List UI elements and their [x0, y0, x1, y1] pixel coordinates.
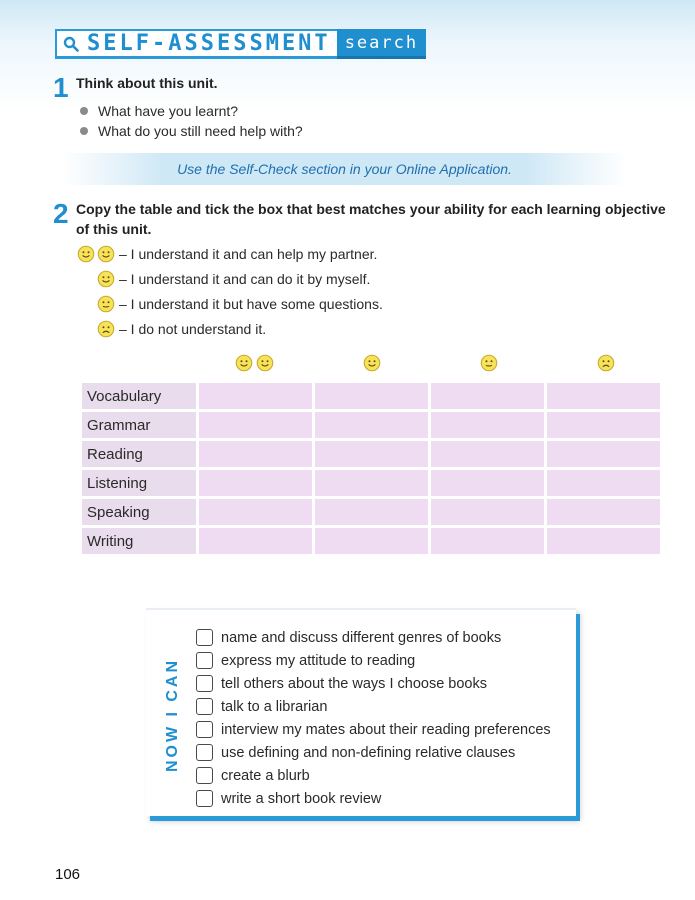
row-label: Listening [82, 470, 196, 496]
tick-cell[interactable] [547, 499, 660, 525]
legend-text: – I understand it but have some questions. [119, 296, 383, 312]
happy-face-icon [256, 354, 274, 372]
list-item [196, 649, 551, 672]
tick-cell[interactable] [315, 470, 428, 496]
tick-cell[interactable] [315, 499, 428, 525]
banner-text: Use the Self-Check section in your Online Application. [177, 161, 512, 177]
neutral-face-icon [97, 295, 115, 313]
objective-text: tell others about the ways I choose books [221, 675, 487, 692]
tick-cell[interactable] [431, 470, 544, 496]
checkbox[interactable] [196, 675, 213, 692]
happy-face-icon [97, 270, 115, 288]
online-app-banner [62, 153, 627, 185]
row-label: Vocabulary [82, 383, 196, 409]
tick-cell[interactable] [199, 441, 312, 467]
list-item [196, 764, 551, 787]
table-row [82, 470, 660, 496]
list-item [196, 695, 551, 718]
legend-row-help-partner [77, 245, 377, 263]
sad-face-icon [97, 320, 115, 338]
tick-cell[interactable] [315, 383, 428, 409]
list-item [196, 718, 551, 741]
self-assessment-table [79, 380, 663, 557]
table-row [82, 528, 660, 554]
task-2-heading-line1: Copy the table and tick the box that best matches your ability for each learning objective [76, 201, 666, 217]
legend-row-some-questions [97, 295, 383, 313]
tick-cell[interactable] [199, 470, 312, 496]
task-2-number: 2 [53, 198, 69, 229]
tick-cell[interactable] [315, 441, 428, 467]
table-row [82, 412, 660, 438]
tick-cell[interactable] [431, 528, 544, 554]
bullet-item: What have you learnt? [80, 101, 303, 121]
table-column-headers [196, 354, 665, 372]
objective-text: write a short book review [221, 790, 382, 807]
magnifier-icon [63, 36, 79, 52]
objective-text: use defining and non-defining relative clauses [221, 744, 516, 761]
table-row [82, 441, 660, 467]
page-title: SELF-ASSESSMENT [87, 31, 331, 56]
column-not-understand [547, 354, 664, 372]
tick-cell[interactable] [547, 383, 660, 409]
legend-text: – I understand it and can help my partner. [119, 246, 378, 262]
checkbox[interactable] [196, 790, 213, 807]
tick-cell[interactable] [315, 528, 428, 554]
row-label: Speaking [82, 499, 196, 525]
tick-cell[interactable] [431, 441, 544, 467]
tick-cell[interactable] [547, 528, 660, 554]
legend-text: – I understand it and can do it by myself. [119, 271, 371, 287]
row-label: Reading [82, 441, 196, 467]
tick-cell[interactable] [547, 470, 660, 496]
task-1-bullets [80, 101, 303, 141]
search-tag: search [337, 29, 426, 59]
checkbox[interactable] [196, 744, 213, 761]
tick-cell[interactable] [431, 499, 544, 525]
row-label: Grammar [82, 412, 196, 438]
column-by-myself [313, 354, 430, 372]
legend-row-not-understand [97, 320, 266, 338]
sad-face-icon [597, 354, 615, 372]
task-1-heading: Think about this unit. [76, 75, 218, 91]
tick-cell[interactable] [431, 383, 544, 409]
table-row [82, 499, 660, 525]
objective-text: express my attitude to reading [221, 652, 416, 669]
column-some-questions [430, 354, 547, 372]
checkbox[interactable] [196, 698, 213, 715]
tick-cell[interactable] [431, 412, 544, 438]
checkbox[interactable] [196, 629, 213, 646]
column-help-partner [196, 354, 313, 372]
now-i-can-label: NOW I CAN [164, 657, 182, 773]
list-item [196, 741, 551, 764]
tick-cell[interactable] [199, 528, 312, 554]
objective-text: name and discuss different genres of books [221, 629, 502, 646]
tick-cell[interactable] [199, 412, 312, 438]
objective-text: interview my mates about their reading preferences [221, 721, 551, 738]
legend-text: – I do not understand it. [119, 321, 267, 337]
now-i-can-list [196, 626, 551, 810]
task-2-heading-line2: of this unit. [76, 221, 152, 237]
happy-face-icon [77, 245, 95, 263]
tick-cell[interactable] [199, 383, 312, 409]
list-item [196, 672, 551, 695]
bullet-item: What do you still need help with? [80, 121, 303, 141]
tick-cell[interactable] [315, 412, 428, 438]
legend-row-by-myself [97, 270, 370, 288]
objective-text: create a blurb [221, 767, 310, 784]
tick-cell[interactable] [547, 441, 660, 467]
list-item [196, 787, 551, 810]
happy-face-icon [235, 354, 253, 372]
happy-face-icon [97, 245, 115, 263]
tick-cell[interactable] [199, 499, 312, 525]
page-number: 106 [55, 866, 81, 883]
tick-cell[interactable] [547, 412, 660, 438]
now-i-can-box [146, 608, 576, 816]
objective-text: talk to a librarian [221, 698, 328, 715]
happy-face-icon [363, 354, 381, 372]
checkbox[interactable] [196, 721, 213, 738]
neutral-face-icon [480, 354, 498, 372]
checkbox[interactable] [196, 767, 213, 784]
task-1-number: 1 [53, 72, 69, 103]
now-i-can-label-wrap [158, 657, 188, 773]
checkbox[interactable] [196, 652, 213, 669]
title-box [55, 29, 337, 59]
list-item [196, 626, 551, 649]
table-row [82, 383, 660, 409]
row-label: Writing [82, 528, 196, 554]
section-header [55, 29, 426, 59]
